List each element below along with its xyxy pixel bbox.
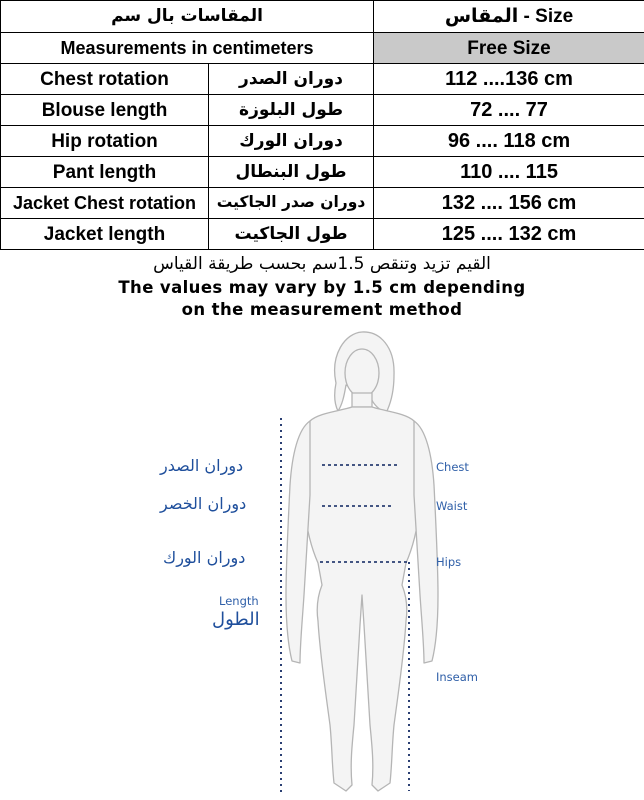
row-value: 125 .... 132 cm xyxy=(374,219,644,250)
table-row xyxy=(1,64,644,95)
row-label-ar: دوران الورك xyxy=(209,126,374,157)
table-row xyxy=(1,188,644,219)
neck-shape xyxy=(352,393,372,407)
header-arabic-title: المقاسات بال سم xyxy=(1,1,374,33)
tolerance-note-line-2: on the measurement method xyxy=(181,300,463,319)
row-label-en: Jacket length xyxy=(1,219,209,250)
table-row xyxy=(1,219,644,250)
tolerance-note-line-1: The values may vary by 1.5 cm depending xyxy=(118,278,526,297)
size-chart-table xyxy=(0,0,644,250)
inseam-label-english: Inseam xyxy=(436,670,478,684)
tolerance-note-arabic: القيم تزيد وتنقص 1.5سم بحسب طريقة القياس xyxy=(153,254,491,274)
row-label-en: Pant length xyxy=(1,157,209,188)
row-label-ar: طول الجاكيت xyxy=(209,219,374,250)
row-value: 132 .... 156 cm xyxy=(374,188,644,219)
table-row xyxy=(1,157,644,188)
row-value: 110 .... 115 xyxy=(374,157,644,188)
left-arm-shape xyxy=(286,421,310,663)
length-label-english: Length xyxy=(219,594,259,608)
row-label-en: Blouse length xyxy=(1,95,209,126)
hips-label-english: Hips xyxy=(436,555,462,569)
units-label: Measurements in centimeters xyxy=(1,33,374,64)
face-shape xyxy=(345,349,379,397)
row-value: 72 .... 77 xyxy=(374,95,644,126)
table-row xyxy=(1,95,644,126)
row-value: 112 ....136 cm xyxy=(374,64,644,95)
free-size-cell: Free Size xyxy=(374,33,644,64)
chest-label-english: Chest xyxy=(436,460,469,474)
header-size-title: المقاس - Size xyxy=(374,1,644,33)
row-label-en: Hip rotation xyxy=(1,126,209,157)
row-label-ar: طول البلوزة xyxy=(209,95,374,126)
waist-label-arabic: دوران الخصر xyxy=(160,494,247,513)
table-header-row xyxy=(1,1,644,33)
row-label-en: Chest rotation xyxy=(1,64,209,95)
torso-shape xyxy=(301,407,422,791)
row-label-ar: دوران صدر الجاكيت xyxy=(209,188,374,219)
row-label-ar: طول البنطال xyxy=(209,157,374,188)
row-label-ar: دوران الصدر xyxy=(209,64,374,95)
row-label-en: Jacket Chest rotation xyxy=(1,188,209,219)
table-subheader-row xyxy=(1,33,644,64)
row-value: 96 .... 118 cm xyxy=(374,126,644,157)
length-label-arabic: الطول xyxy=(212,609,260,630)
waist-label-english: Waist xyxy=(436,499,468,513)
measurement-figure xyxy=(0,325,644,800)
chest-label-arabic: دوران الصدر xyxy=(160,456,244,475)
hips-label-arabic: دوران الورك xyxy=(163,548,246,567)
table-row xyxy=(1,126,644,157)
right-arm-shape xyxy=(414,421,438,663)
body-silhouette-illustration xyxy=(0,325,644,800)
